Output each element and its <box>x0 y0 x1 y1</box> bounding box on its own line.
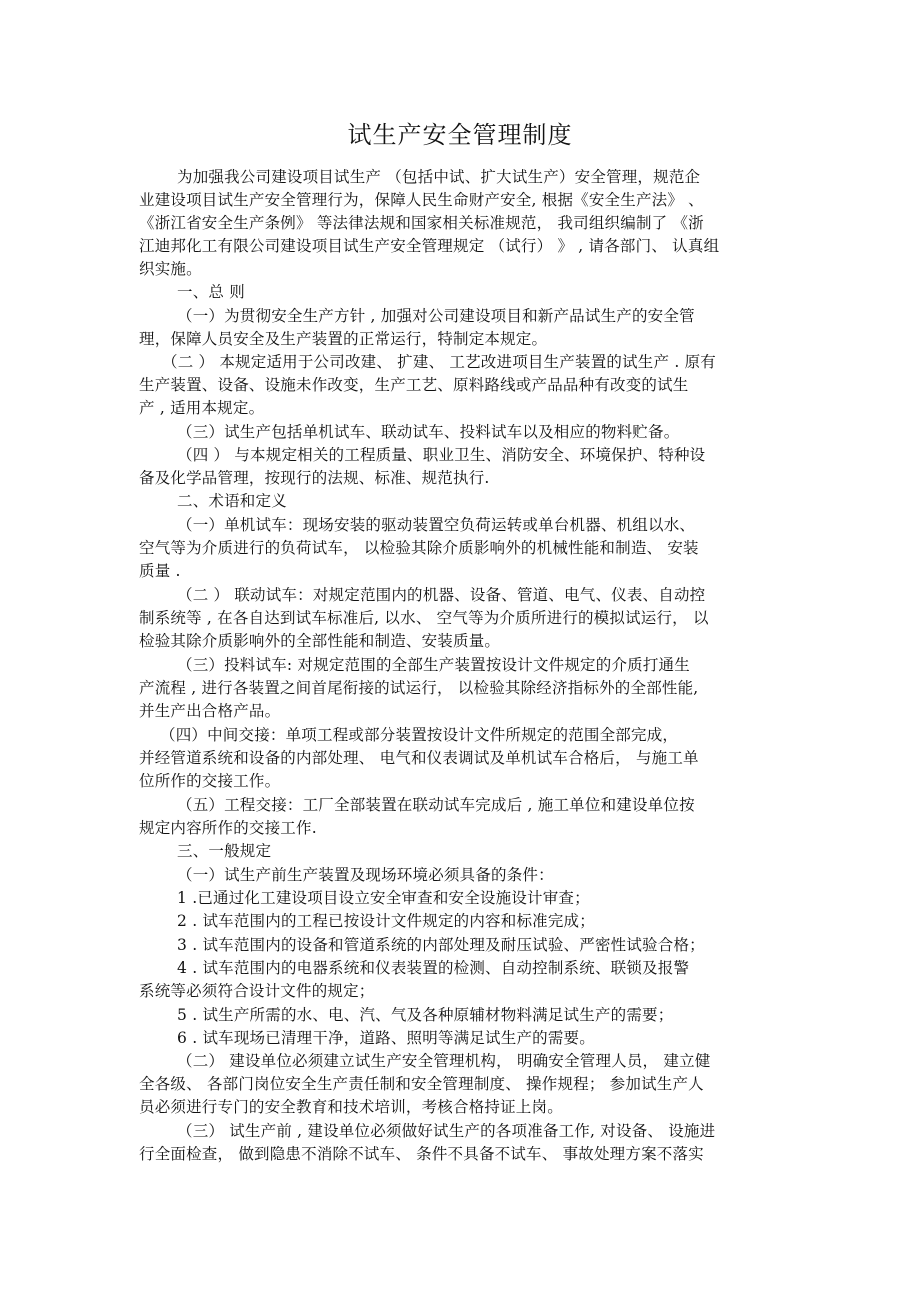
text-line: 检验其除介质影响外的全部性能和制造、安装质量。 <box>139 632 501 650</box>
text-line: 为加强我公司建设项目试生产 （包括中试、扩大试生产）安全管理，规范企 <box>177 168 701 186</box>
section-heading: 二、术语和定义 <box>177 492 287 510</box>
section-heading: 三、一般规定 <box>177 842 272 860</box>
text-line: （一）试生产前生产装置及现场环境必须具备的条件： <box>177 866 554 884</box>
text-line: 质量 . <box>139 562 181 580</box>
text-line: 织实施。 <box>139 260 202 278</box>
text-line: （二 ） 本规定适用于公司改建、 扩建、 工艺改进项目生产装置的试生产 . 原有 <box>162 353 716 371</box>
text-line: 全各级、 各部门岗位安全生产责任制和安全管理制度、 操作规程； 参加试生产人 <box>139 1075 704 1093</box>
text-line: 空气等为介质进行的负荷试车， 以检验其除介质影响外的机械性能和制造、 安装 <box>139 539 699 557</box>
text-line: （四）中间交接：单项工程或部分装置按设计文件所规定的范围全部完成， <box>160 726 679 744</box>
text-line: 并生产出合格产品。 <box>139 702 281 720</box>
text-line: 行全面检查， 做到隐患不消除不试车、 条件不具备不试车、 事故处理方案不落实 <box>139 1145 704 1163</box>
list-item: 3 . 试车范围内的设备和管道系统的内部处理及耐压试验、严密性试验合格； <box>177 936 705 954</box>
list-item: 4 . 试车范围内的电器系统和仪表装置的检测、自动控制系统、联锁及报警 <box>177 959 690 977</box>
text-line: 生产装置、设备、设施未作改变，生产工艺、原料路线或产品品种有改变的试生 <box>139 376 689 394</box>
text-line: 理，保障人员安全及生产装置的正常运行，特制定本规定。 <box>139 330 548 348</box>
text-line: （二 ） 联动试车：对规定范围内的机器、设备、管道、电气、仪表、自动控 <box>177 586 706 604</box>
text-line: 业建设项目试生产安全管理行为，保障人民生命财产安全, 根据《安全生产法》 、 <box>139 191 704 209</box>
list-item: 6 . 试车现场已清理干净，道路、照明等满足试生产的需要。 <box>177 1029 595 1047</box>
list-item: 2 . 试车范围内的工程已按设计文件规定的内容和标准完成； <box>177 912 595 930</box>
text-line: （四 ） 与本规定相关的工程质量、职业卫生、消防安全、环境保护、特种设 <box>177 446 706 464</box>
list-item: 5 . 试生产所需的水、电、汽、气及各种原辅材物料满足试生产的需要； <box>177 1006 674 1024</box>
document-title: 试生产安全管理制度 <box>347 121 573 149</box>
text-line: （三） 试生产前 , 建设单位必须做好试生产的各项准备工作, 对设备、 设施进 <box>177 1122 716 1140</box>
text-line: （三）试生产包括单机试车、联动试车、投料试车以及相应的物料贮备。 <box>177 423 680 441</box>
text-line: 系统等必须符合设计文件的规定； <box>139 982 375 1000</box>
text-line: （一）为贯彻安全生产方针 , 加强对公司建设项目和新产品试生产的安全管 <box>177 307 695 325</box>
text-line: 江迪邦化工有限公司建设项目试生产安全管理规定 （试行） 》 , 请各部门、 认真组 <box>139 237 720 255</box>
text-line: 备及化学品管理，按现行的法规、标准、规范执行. <box>139 469 490 487</box>
list-item: 1 .已通过化工建设项目设立安全审查和安全设施设计审查； <box>177 889 590 907</box>
text-line: 产 , 适用本规定。 <box>139 399 265 417</box>
text-line: 位所作的交接工作。 <box>139 772 281 790</box>
section-heading: 一、总 则 <box>177 283 245 301</box>
text-line: 并经管道系统和设备的内部处理、 电气和仪表调试及单机试车合格后， 与施工单 <box>139 749 699 767</box>
text-line: 制系统等 , 在各自达到试车标准后, 以水、 空气等为介质所进行的模拟试运行， 以 <box>139 609 709 627</box>
text-line: 《浙江省安全生产条例》 等法律法规和国家相关标准规范， 我司组织编制了 《浙 <box>139 214 704 232</box>
text-line: 规定内容所作的交接工作. <box>139 819 317 837</box>
text-line: （二） 建设单位必须建立试生产安全管理机构， 明确安全管理人员， 建立健 <box>177 1052 711 1070</box>
text-line: （五）工程交接：工厂全部装置在联动试车完成后 , 施工单位和建设单位按 <box>177 796 695 814</box>
text-line: （一）单机试车：现场安装的驱动装置空负荷运转或单台机器、机组以水、 <box>177 516 696 534</box>
text-line: 员必须进行专门的安全教育和技术培训，考核合格持证上岗。 <box>139 1098 563 1116</box>
text-line: （三）投料试车: 对规定范围的全部生产装置按设计文件规定的介质打通生 <box>177 656 690 674</box>
text-line: 产流程 , 进行各装置之间首尾衔接的试运行， 以检验其除经济指标外的全部性能, <box>139 679 699 697</box>
